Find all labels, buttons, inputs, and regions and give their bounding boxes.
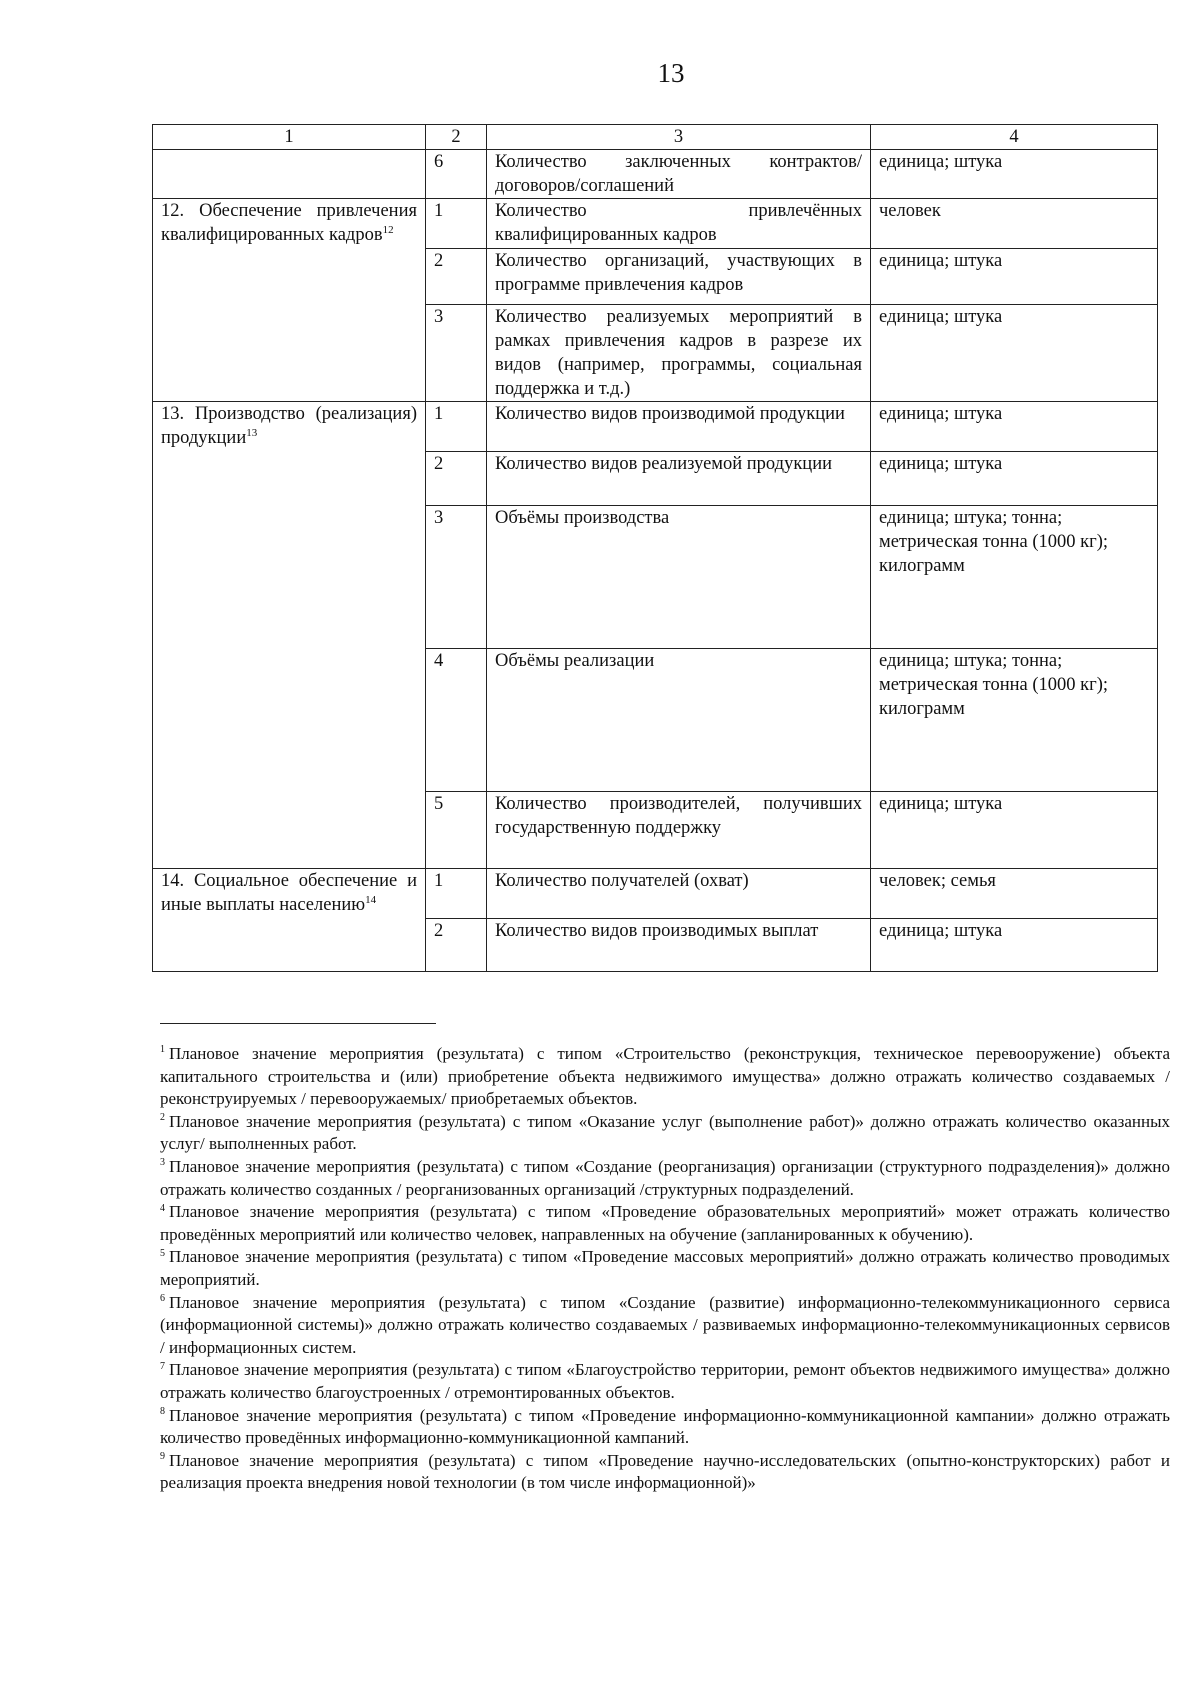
footnote: $^6$ Плановое значение мероприятия (результата) с типом «Создание (развитие) информационно-телекоммуникационного сервиса (информационной системы)» должно отражать количество создаваемых / развиваемых информационно-телекоммуникационных сервисов / информационных систем. (160, 1292, 1170, 1357)
row-number: 4 (426, 649, 487, 792)
indicator-cell: Количество видов производимой продукции (487, 402, 871, 452)
footnote: $^8$ Плановое значение мероприятия (результата) с типом «Проведение информационно-коммуникационной кампании» должно отражать количество проведённых информационно-коммуникационной кампаний. (160, 1405, 1170, 1448)
table-row (153, 199, 1158, 249)
footnote: $^1$ Плановое значение мероприятия (результата) с типом «Строительство (реконструкция, техническое перевооружение) объекта капитального строительства и (или) приобретение объекта недвижимого имущества» должно отражать количество создаваемых / реконструируемых / перевооружаемых/ приобретаемых объектов. (160, 1044, 1170, 1109)
footnote-ref: 13 (246, 426, 258, 439)
footnote: $^5$ Плановое значение мероприятия (результата) с типом «Проведение массовых мероприятий» должно отражать количество проводимых мероприятий. (160, 1247, 1170, 1289)
unit-cell: единица; штука; тонна; метрическая тонна (1000 кг); килограмм (871, 649, 1158, 792)
unit-cell: единица; штука (871, 792, 1158, 869)
table-header-row (153, 125, 1158, 150)
indicator-cell: Объёмы реализации (487, 649, 871, 792)
table-row (153, 869, 1158, 919)
row-number: 3 (426, 305, 487, 402)
indicator-cell: Количество организаций, участвующих в программе привлечения кадров (487, 249, 871, 305)
group-title-13: 13. Производство (реализация) продукции$^{13}$ (153, 402, 426, 869)
footnotes (160, 1043, 1170, 1495)
unit-cell: единица; штука (871, 919, 1158, 972)
indicators-table (152, 124, 1158, 972)
col-header-2: 2 (426, 125, 487, 150)
row-number: 1 (426, 402, 487, 452)
footnote: $^7$ Плановое значение мероприятия (результата) с типом «Благоустройство территории, ремонт объектов недвижимого имущества» должно отражать количество благоустроенных / отремонтированных объектов. (160, 1360, 1170, 1402)
unit-cell: единица; штука (871, 249, 1158, 305)
table-row (153, 150, 1158, 199)
indicator-cell: Количество реализуемых мероприятий в рамках привлечения кадров в разрезе их видов (например, программы, социальная поддержка и т.д.) (487, 305, 871, 402)
indicator-cell: Количество видов реализуемой продукции (487, 452, 871, 506)
unit-cell: единица; штука (871, 402, 1158, 452)
row-number: 5 (426, 792, 487, 869)
row-number: 3 (426, 506, 487, 649)
row-number: 2 (426, 919, 487, 972)
footnote-ref: 14 (365, 893, 377, 906)
row-number: 1 (426, 869, 487, 919)
unit-cell: человек (871, 199, 1158, 249)
indicator-cell: Количество привлечённых квалифицированных кадров (487, 199, 871, 249)
footnote-ref: 12 (382, 223, 394, 236)
col-header-4: 4 (871, 125, 1158, 150)
group-cell-empty (153, 150, 426, 199)
row-number: 6 (426, 150, 487, 199)
table-row (153, 402, 1158, 452)
row-number: 1 (426, 199, 487, 249)
col-header-3: 3 (487, 125, 871, 150)
indicator-cell: Количество производителей, получивших государственную поддержку (487, 792, 871, 869)
indicator-cell: Количество видов производимых выплат (487, 919, 871, 972)
unit-cell: человек; семья (871, 869, 1158, 919)
indicator-cell: Количество заключенных контрактов/договоров/соглашений (487, 150, 871, 199)
footnote: $^9$ Плановое значение мероприятия (результата) с типом «Проведение научно-исследовательских (опытно-конструкторских) работ и реализация проекта внедрения новой технологии (в том числе информационной)» (160, 1450, 1170, 1493)
unit-cell: единица; штука (871, 452, 1158, 506)
footnote: $^4$ Плановое значение мероприятия (результата) с типом «Проведение образовательных мероприятий» может отражать количество проведённых мероприятий или количество человек, направленных на обучение (запланированных к обучению). (160, 1202, 1170, 1244)
page-number: 13 (657, 58, 685, 88)
footnote: $^2$ Плановое значение мероприятия (результата) с типом «Оказание услуг (выполнение работ)» должно отражать количество оказанных услуг/ выполненных работ. (160, 1111, 1170, 1154)
unit-cell: единица; штука; тонна; метрическая тонна (1000 кг); килограмм (871, 506, 1158, 649)
group-title-14: 14. Социальное обеспечение и иные выплаты населению$^{14}$ (153, 869, 426, 972)
unit-cell: единица; штука (871, 305, 1158, 402)
row-number: 2 (426, 452, 487, 506)
footnote: $^3$ Плановое значение мероприятия (результата) с типом «Создание (реорганизация) организации (структурного подразделения)» должно отражать количество созданных / реорганизованных организаций /структурных подразделений. (160, 1156, 1170, 1199)
group-title-12: 12. Обеспечение привлечения квалифицированных кадров$^{12}$ (153, 199, 426, 402)
indicator-cell: Объёмы производства (487, 506, 871, 649)
row-number: 2 (426, 249, 487, 305)
indicator-cell: Количество получателей (охват) (487, 869, 871, 919)
footnote-separator (160, 1023, 436, 1024)
col-header-1: 1 (153, 125, 426, 150)
unit-cell: единица; штука (871, 150, 1158, 199)
